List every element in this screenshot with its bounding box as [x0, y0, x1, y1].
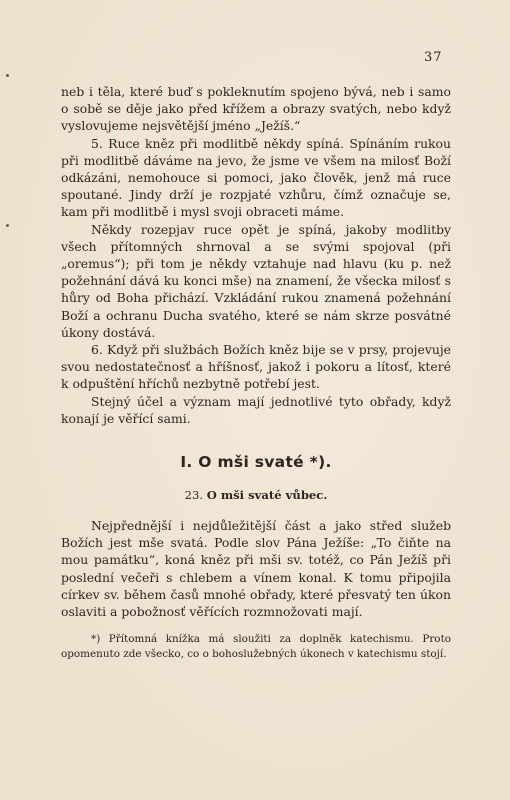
page-number: 37 [424, 50, 443, 65]
paragraph-continuation: neb i těla, které buď s pokleknutím spojeno bývá, neb i samo o sobě se děje jako před křížem a obrazy svatých, nebo když vyslovujeme nejsvětější jméno „Ježíš.“ [61, 84, 451, 134]
footnote [61, 632, 451, 662]
ink-speck [6, 224, 9, 227]
ink-speck [6, 74, 9, 77]
paragraph-striking-breast: 6. Když při službách Božích kněz bije se v prsy, projevuje svou nedostatečnosť a hříšnosť, jakož i pokoru a lítosť, které k odpuštění hříchů nezbytně potřebí jest. [61, 342, 451, 392]
paragraph-faithful: Stejný účel a význam mají jednotlivé tyto obřady, když konají je věřící sami. [61, 393, 451, 426]
paragraph-mass: Nejpřednější i nejdůležitější část a jako střed služeb Božích jest mše svatá. Podle slov Pána Ježíše: „To čiňte na mou památku“, koná kněz při mši sv. totéž, co Pán Ježíš při poslední večeři s chlebem a vínem konal. K tomu připojila církev sv. během časů mnohé obřady, které přesvatý ten úkon oslaviti a pobožnosť věřících rozmnožovati mají. [61, 518, 451, 620]
footnote-text-block [61, 632, 451, 662]
footnote-mark: *) [91, 633, 101, 646]
paragraph-hands-folded: 5. Ruce kněz při modlitbě někdy spíná. Spínáním rukou při modlitbě dáváme na jevo, že jsme ve všem na milosť Boží odkázáni, nemohouce si pomoci, jako člověk, jenž má ruce spoutané. Jindy drží je rozpjaté vzhůru, čímž označuje se, kam při modlitbě i mysl svoji obraceti máme. [61, 135, 451, 220]
subsection-heading [61, 487, 451, 503]
body-text [61, 83, 451, 662]
footnote-text: Přítomná knížka má sloužiti za doplněk katechismu. Proto opomenuto zde všecko, co o bohoslužebných úkonech v katechismu stojí. [61, 633, 451, 661]
section-heading: I. O mši svaté *). [180, 453, 332, 472]
paragraph-hands-extended: Někdy rozepjav ruce opět je spíná, jakoby modlitby všech přítomných shrnoval a se svými spojoval (při „oremus“); při tom je někdy vztahuje nad hlavu (ku p. než požehnání dává ku konci mše) na znamení, že všecka milosť s hůry od Boha přichází. Vzkládání rukou znamená požehnání Boží a ochranu Ducha svatého, které se nám skrze posvátné úkony dostává. [61, 221, 451, 340]
subsection-number: 23. [184, 488, 204, 503]
subsection-title: O mši svaté vůbec. [206, 488, 328, 503]
